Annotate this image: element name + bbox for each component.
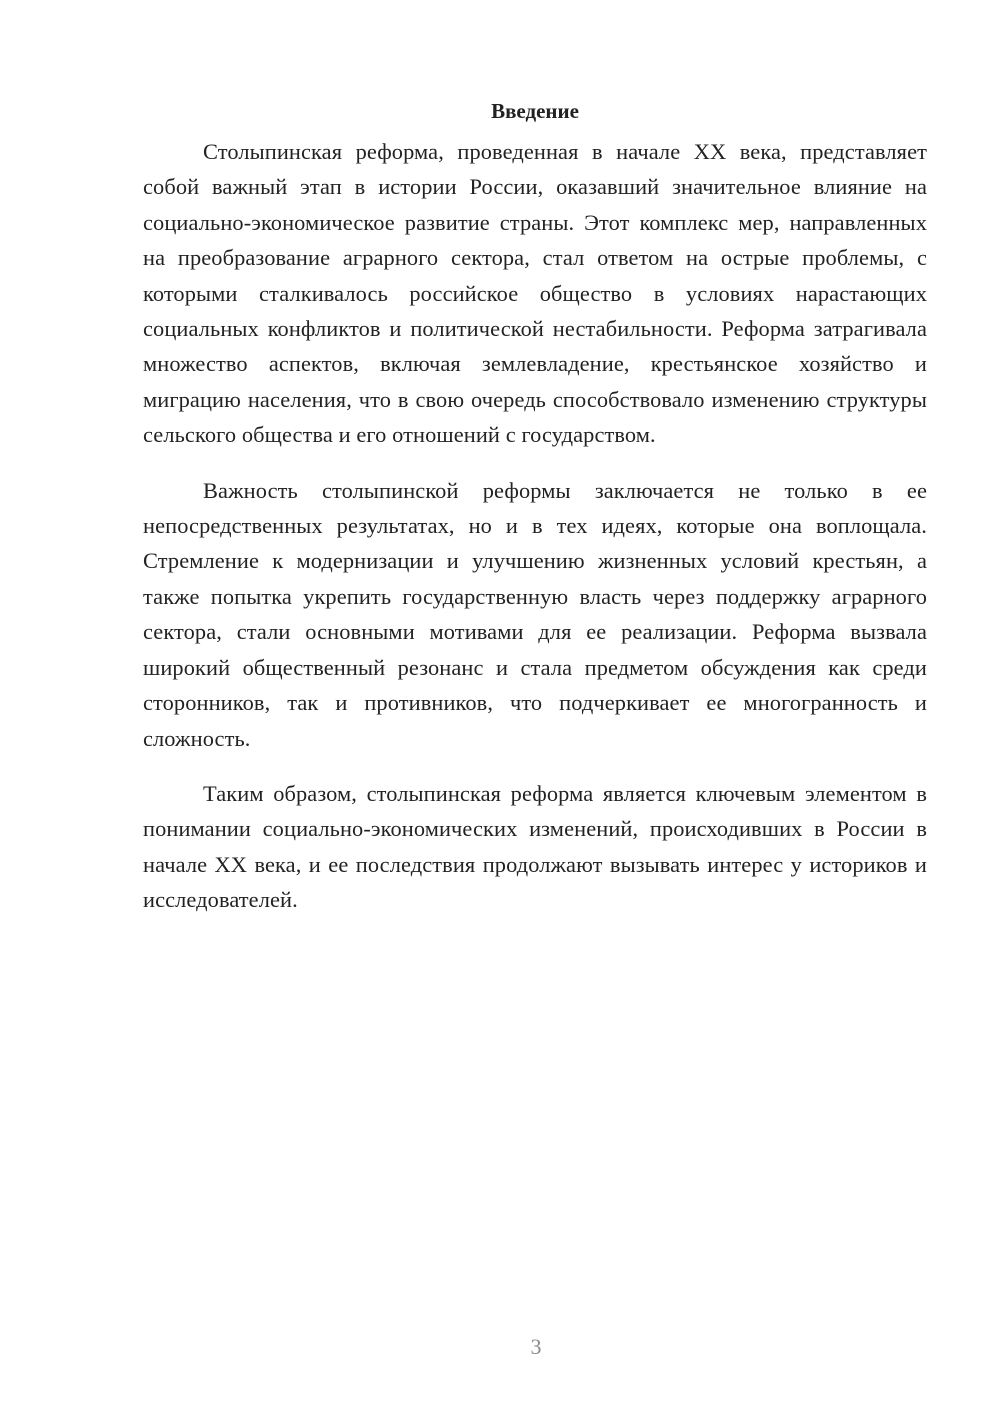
page-content (143, 96, 927, 938)
paragraph-1: Столыпинская реформа, проведенная в начале XX века, представляет собой важный этап в истории России, оказавший значительное влияние на социально-экономическое развитие страны. Этот комплекс мер, направленных на преобразование аграрного сектора, стал ответом на острые проблемы, с которыми сталкивалось российское общество в условиях нарастающих социальных конфликтов и политической нестабильности. Реформа затрагивала множество аспектов, включая землевладение, крестьянское хозяйство и миграцию населения, что в свою очередь способствовало изменению структуры сельского общества и его отношений с государством. (143, 139, 927, 448)
page-number: 3 (530, 1334, 542, 1359)
paragraph-2: Важность столыпинской реформы заключается не только в ее непосредственных результатах, но и в тех идеях, которые она воплощала. Стремление к модернизации и улучшению жизненных условий крестьян, а также попытка укрепить государственную власть через поддержку аграрного сектора, стали основными мотивами для ее реализации. Реформа вызвала широкий общественный резонанс и стала предметом обсуждения как среди сторонников, так и противников, что подчеркивает ее многогранность и сложность. (143, 477, 927, 751)
paragraph-3: Таким образом, столыпинская реформа является ключевым элементом в понимании социально-экономических изменений, происходивших в России в начале XX века, и ее последствия продолжают вызывать интерес у историков и исследователей. (143, 780, 927, 913)
section-heading: Введение (491, 99, 579, 123)
